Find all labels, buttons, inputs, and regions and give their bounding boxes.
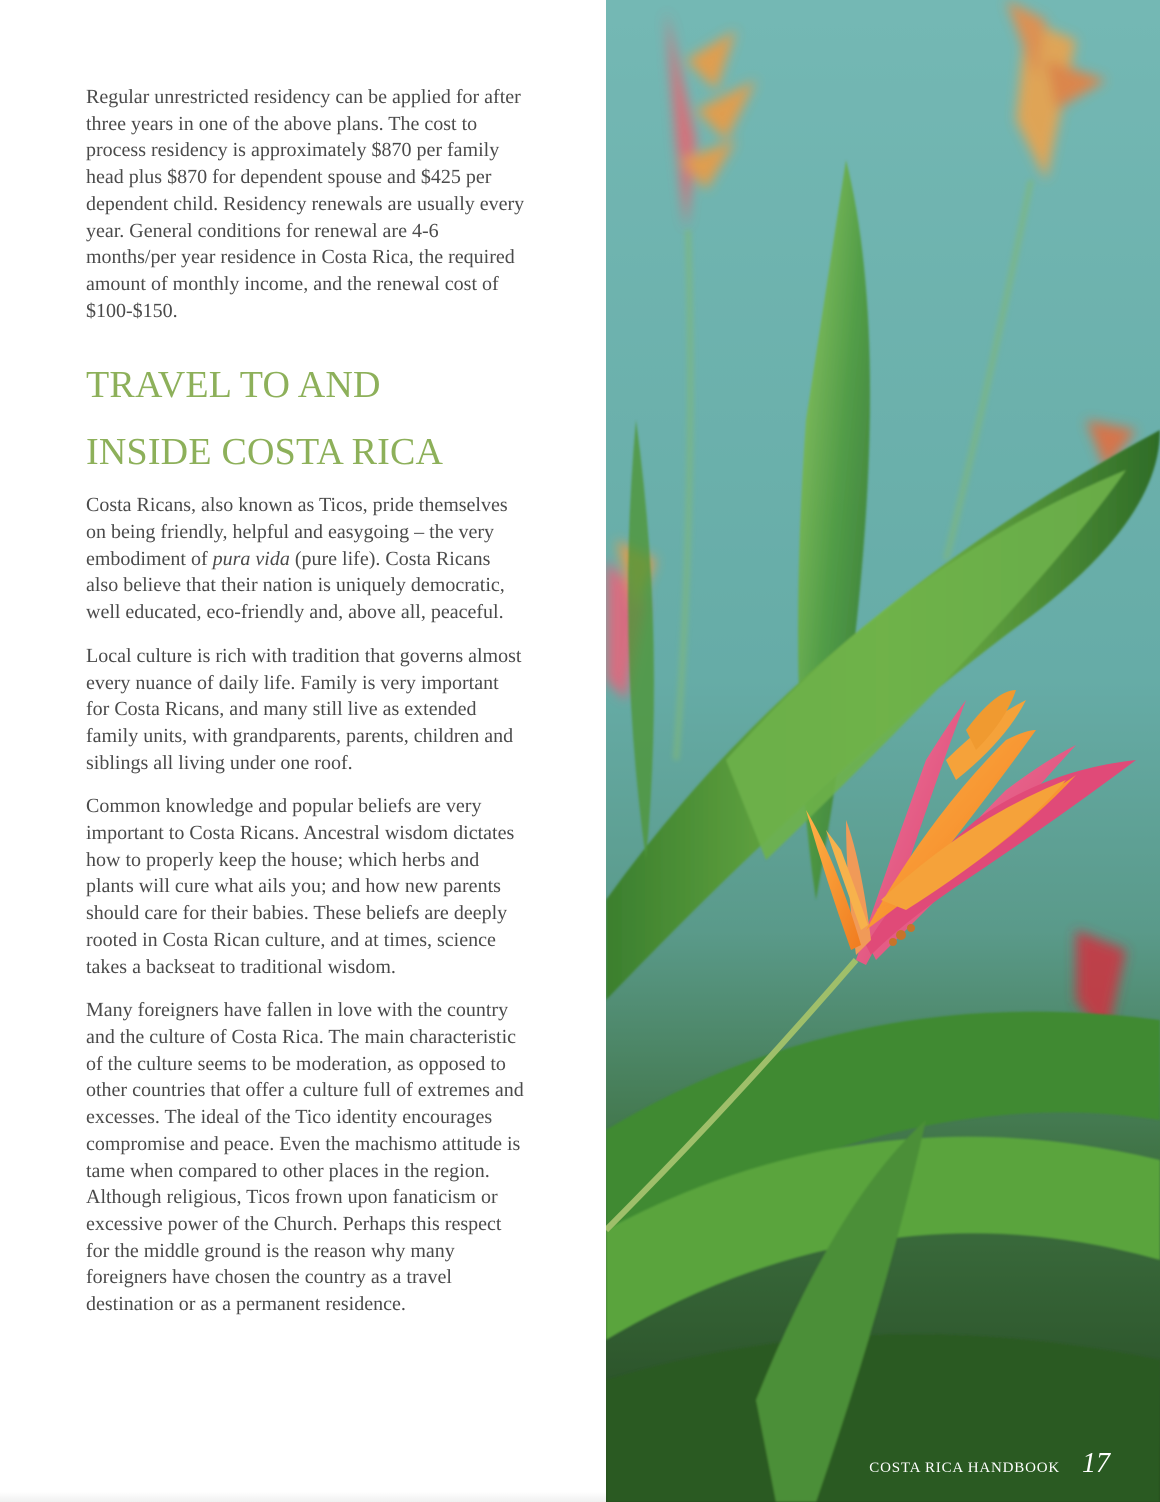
paragraph-foreigners: Many foreigners have fallen in love with the country and the culture of Costa Rica. The main characteristic of the culture seems to be moderation, as opposed to other countries that offer a culture full of extremes and excesses. The ideal of the Tico identity encourages compromise and peace. Even the machismo attitude is tame when compared to other places in the region. Although religious, Ticos frown upon fanaticism or excessive power of the Church. Perhaps this respect for the middle ground is the reason why many foreigners have chosen the country as a travel destination or as a permanent residence. [86, 999, 524, 1316]
page-number: 17 [1082, 1448, 1110, 1479]
heliconia-illustration [606, 0, 1160, 1502]
section-heading-line1: TRAVEL TO AND [86, 364, 381, 407]
paragraph-ticos [86, 492, 526, 626]
page-bottom-shade [0, 1492, 606, 1502]
page-footer [869, 1448, 1110, 1480]
section-heading [86, 352, 526, 486]
paragraph-beliefs: Common knowledge and popular beliefs are very important to Costa Ricans. Ancestral wisdom dictates how to properly keep the house; which herbs and plants will cure what ails you; and how new parents should care for their babies. These beliefs are deeply rooted in Costa Rican culture, and at times, science takes a backseat to traditional wisdom. [86, 795, 515, 978]
book-title: COSTA RICA HANDBOOK [869, 1460, 1060, 1476]
paragraph-local-culture: Local culture is rich with tradition that governs almost every nuance of daily life. Family is very important for Costa Ricans, and many still live as extended family units, with grandparents, parents, children and siblings all living under one roof. [86, 644, 522, 774]
text-column [86, 84, 526, 1335]
heliconia-flower-photo [606, 0, 1160, 1502]
pura-vida-italic: pura vida [212, 547, 290, 570]
paragraph-ticos-text-1: Costa Ricans, also known as Ticos, pride themselves on being friendly, helpful and easygoing – the very embodiment of [86, 494, 508, 570]
section-heading-line2: INSIDE COSTA RICA [86, 431, 444, 474]
intro-paragraph: Regular unrestricted residency can be applied for after three years in one of the above plans. The cost to process residency is approximately $870 per family head plus $870 for dependent spouse and $425 per dependent child. Residency renewals are usually every year. General conditions for renewal are 4-6 months/per year residence in Costa Rica, the required amount of monthly income, and the renewal cost of $100-$150. [86, 86, 525, 322]
paragraph-ticos-text-2: (pure life). Costa Ricans also believe that their nation is uniquely democratic, well educated, eco-friendly and, above all, peaceful. [86, 547, 505, 624]
